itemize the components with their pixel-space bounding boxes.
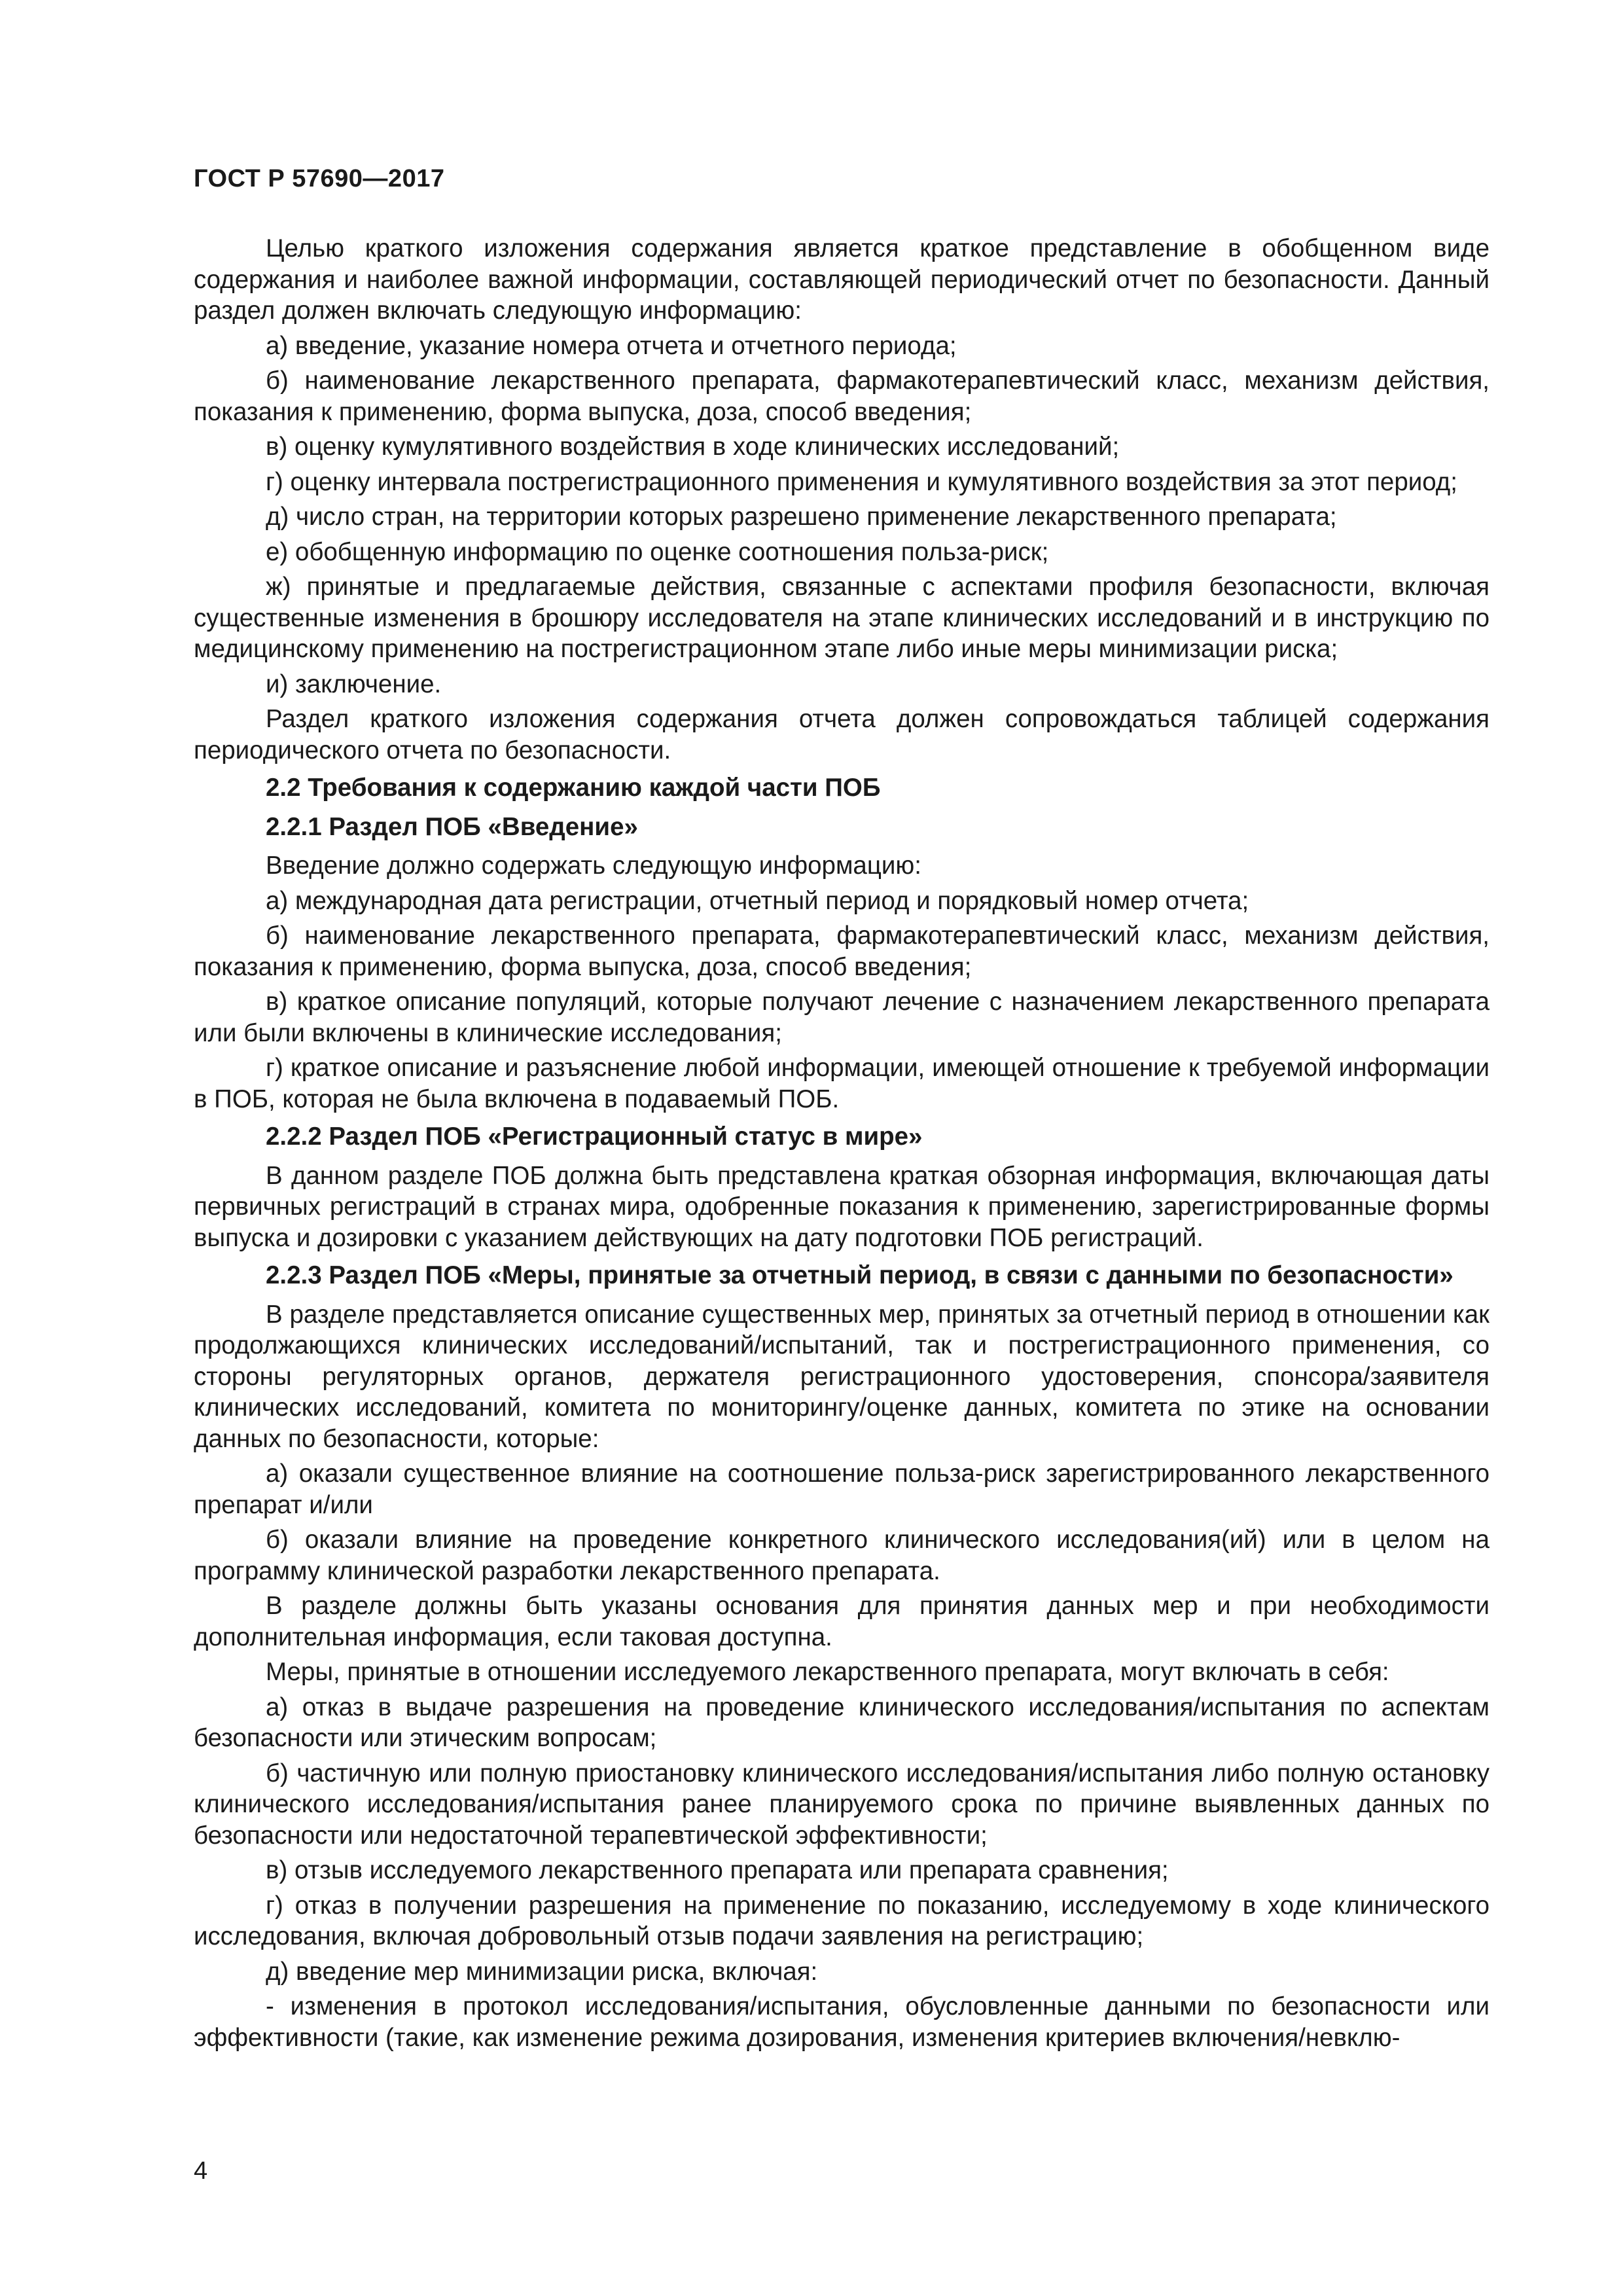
list-item: а) международная дата регистрации, отчетный период и порядковый номер отчета; bbox=[266, 886, 1249, 915]
list-item: ж) принятые и предлагаемые действия, связанные с аспектами профиля безопасности, включая существенные изменения в брошюру исследователя на этапе клинических исследований и в инструкцию по медицинскому применению на пострегистрационном этапе либо иные меры минимизации риска; bbox=[194, 573, 1489, 663]
list-item: г) оценку интервала пострегистрационного применения и кумулятивного воздействия за этот период; bbox=[266, 467, 1457, 496]
paragraph: В данном разделе ПОБ должна быть представлена краткая обзорная информация, включающая даты первичных регистраций в странах мира, одобренные показания к применению, зарегистрированные формы выпуска и дозировки с указанием действующих на дату подготовки ПОБ регистраций. bbox=[194, 1161, 1489, 1252]
paragraph: В разделе должны быть указаны основания для принятия данных мер и при необходимости дополнительная информация, если таковая доступна. bbox=[194, 1592, 1489, 1651]
list-item: а) введение, указание номера отчета и отчетного периода; bbox=[266, 331, 957, 360]
list-item: и) заключение. bbox=[266, 670, 442, 698]
subsection-heading: 2.2.3 Раздел ПОБ «Меры, принятые за отчетный период, в связи с данными по безопасности» bbox=[266, 1261, 1454, 1289]
list-item: а) отказ в выдаче разрешения на проведение клинического исследования/испытания по аспектам безопасности или этическим вопросам; bbox=[194, 1693, 1489, 1752]
body-text bbox=[194, 233, 1489, 2057]
paragraph: Целью краткого изложения содержания является краткое представление в обобщенном виде содержания и наиболее важной информации, составляющей периодический отчет по безопасности. Данный раздел должен включать следующую информацию: bbox=[194, 234, 1489, 325]
subsection-heading: 2.2.2 Раздел ПОБ «Регистрационный статус в мире» bbox=[266, 1122, 923, 1151]
standard-header: ГОСТ Р 57690—2017 bbox=[194, 165, 445, 192]
list-item: б) частичную или полную приостановку клинического исследования/испытания либо полную остановку клинического исследования/испытания ранее планируемого срока по причине выявленных данных по безопасности или недостаточной терапевтической эффективности; bbox=[194, 1759, 1489, 1850]
page-number: 4 bbox=[194, 2157, 208, 2185]
list-item: д) введение мер минимизации риска, включая: bbox=[266, 1957, 818, 1986]
list-item: в) краткое описание популяций, которые получают лечение с назначением лекарственного препарата или были включены в клинические исследования; bbox=[194, 988, 1489, 1047]
list-item: - изменения в протокол исследования/испытания, обусловленные данными по безопасности или эффективности (такие, как изменение режима дозирования, изменения критериев включения/невклю- bbox=[194, 1992, 1489, 2052]
list-item: д) число стран, на территории которых разрешено применение лекарственного препарата; bbox=[266, 503, 1337, 531]
paragraph: Введение должно содержать следующую информацию: bbox=[266, 852, 921, 880]
paragraph: Раздел краткого изложения содержания отчета должен сопровождаться таблицей содержания периодического отчета по безопасности. bbox=[194, 705, 1489, 764]
list-item: а) оказали существенное влияние на соотношение польза-риск зарегистрированного лекарственного препарат и/или bbox=[194, 1460, 1489, 1519]
paragraph: Меры, принятые в отношении исследуемого лекарственного препарата, могут включать в себя: bbox=[266, 1658, 1389, 1686]
list-item: г) краткое описание и разъяснение любой информации, имеющей отношение к требуемой информации в ПОБ, которая не была включена в подаваемый ПОБ. bbox=[194, 1054, 1489, 1113]
list-item: в) отзыв исследуемого лекарственного препарата или препарата сравнения; bbox=[266, 1856, 1169, 1884]
list-item: б) наименование лекарственного препарата, фармакотерапевтический класс, механизм действия, показания к применению, форма выпуска, доза, способ введения; bbox=[194, 367, 1489, 426]
paragraph: В разделе представляется описание существенных мер, принятых за отчетный период в отношении как продолжающихся клинических исследований/испытаний, так и пострегистрационного применения, со стороны регуляторных органов, держателя регистрационного удостоверения, спонсора/заявителя клинических исследований, комитета по мониторингу/оценке данных, комитета по этике на основании данных по безопасности, которые: bbox=[194, 1300, 1489, 1453]
list-item: в) оценку кумулятивного воздействия в ходе клинических исследований; bbox=[266, 433, 1120, 461]
list-item: е) обобщенную информацию по оценке соотношения польза-риск; bbox=[266, 537, 1049, 566]
list-item: б) оказали влияние на проведение конкретного клинического исследования(ий) или в целом на программу клинической разработки лекарственного препарата. bbox=[194, 1526, 1489, 1585]
list-item: б) наименование лекарственного препарата, фармакотерапевтический класс, механизм действия, показания к применению, форма выпуска, доза, способ введения; bbox=[194, 922, 1489, 981]
section-heading: 2.2 Требования к содержанию каждой части ПОБ bbox=[266, 774, 881, 802]
subsection-heading: 2.2.1 Раздел ПОБ «Введение» bbox=[266, 812, 638, 841]
list-item: г) отказ в получении разрешения на применение по показанию, исследуемому в ходе клинического исследования, включая добровольный отзыв подачи заявления на регистрацию; bbox=[194, 1891, 1489, 1950]
